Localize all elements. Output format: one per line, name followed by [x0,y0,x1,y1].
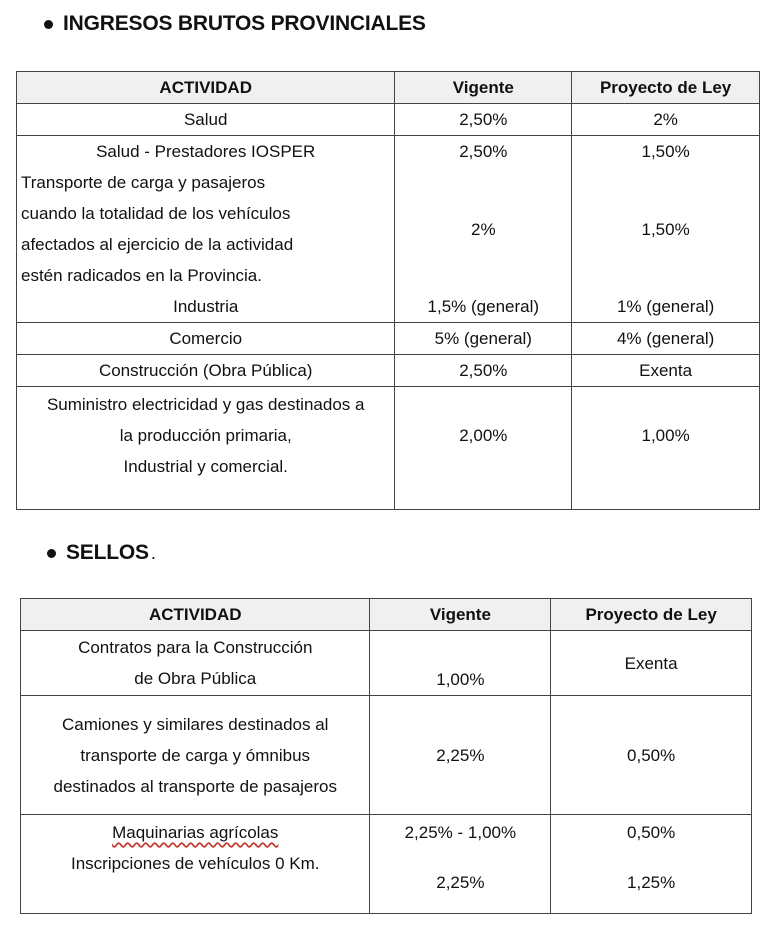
cell-vigente: 2,50% [395,355,572,387]
table-row [17,387,760,510]
cell-proyecto [551,815,752,914]
actividad-line: de Obra Pública [134,669,257,688]
cell-actividad [17,387,395,510]
section-title-ingresos-brutos [44,12,426,36]
cell-actividad [21,696,370,815]
cell-actividad: Salud [17,104,395,136]
cell-vigente: 2% [395,167,572,291]
cell-vigente: 5% (general) [395,323,572,355]
bullet-icon [47,549,56,558]
table-row [21,696,752,815]
cell-proyecto: 1,50% [572,167,760,291]
actividad-line: estén radicados en la Provincia. [21,266,262,285]
cell-actividad: Construcción (Obra Pública) [17,355,395,387]
cell-actividad [17,167,395,291]
actividad-line: Camiones y similares destinados al [62,714,329,734]
cell-proyecto: Exenta [572,355,760,387]
header-actividad: ACTIVIDAD [17,72,395,104]
actividad-line: Transporte de carga y pasajeros [21,173,266,192]
cell-proyecto: 2% [572,104,760,136]
actividad-line: transporte de carga y ómnibus [80,745,311,765]
header-actividad: ACTIVIDAD [21,599,370,631]
actividad-line: Suministro electricidad y gas destinados a [46,395,365,414]
header-proyecto: Proyecto de Ley [572,72,760,104]
section-title-suffix: . [150,542,156,563]
cell-vigente: 2,25% [370,696,551,815]
actividad-line: Industrial y comercial. [123,457,288,476]
cell-actividad [21,631,370,696]
actividad-line: Contratos para la Construcción [78,638,313,657]
cell-proyecto: 1% (general) [572,291,760,323]
vigente-line: 2,25% [436,873,485,892]
section-title-sellos [47,541,156,565]
cell-vigente [370,815,551,914]
vigente-line: 2,25% - 1,00% [404,823,517,842]
actividad-line: la producción primaria, [119,426,292,445]
bullet-icon [44,20,53,29]
cell-vigente: 2,50% [395,104,572,136]
cell-proyecto: 0,50% [551,696,752,815]
cell-proyecto: Exenta [551,631,752,696]
cell-actividad [21,815,370,914]
table-row [17,291,760,323]
proyecto-line: 1,25% [627,873,676,892]
cell-proyecto: 4% (general) [572,323,760,355]
cell-vigente: 2,50% [395,136,572,168]
table-row [17,136,760,168]
cell-proyecto: 1,00% [572,387,760,510]
table-row [21,815,752,914]
cell-vigente: 1,5% (general) [395,291,572,323]
section-title-text: SELLOS [66,541,149,564]
cell-vigente: 2,00% [395,387,572,510]
cell-proyecto: 1,50% [572,136,760,168]
section-title-text: INGRESOS BRUTOS PROVINCIALES [63,12,426,35]
cell-actividad: Salud - Prestadores IOSPER [17,136,395,168]
cell-actividad: Industria [17,291,395,323]
cell-vigente: 1,00% [370,631,551,696]
actividad-line: Maquinarias agrícolas [112,823,279,842]
table-row [17,167,760,291]
header-proyecto: Proyecto de Ley [551,599,752,631]
header-vigente: Vigente [395,72,572,104]
actividad-line: Inscripciones de vehículos 0 Km. [70,854,320,873]
table-row [17,323,760,355]
table-row [17,355,760,387]
sellos-table [20,598,752,914]
table-header-row [21,599,752,631]
actividad-line: afectados al ejercicio de la actividad [21,235,294,254]
table-row [21,631,752,696]
actividad-line: destinados al transporte de pasajeros [53,776,337,796]
actividad-line: cuando la totalidad de los vehículos [21,204,291,223]
header-vigente: Vigente [370,599,551,631]
proyecto-line: 0,50% [627,823,676,842]
table-row [17,104,760,136]
table-header-row [17,72,760,104]
cell-actividad: Comercio [17,323,395,355]
ingresos-brutos-table [16,71,760,510]
